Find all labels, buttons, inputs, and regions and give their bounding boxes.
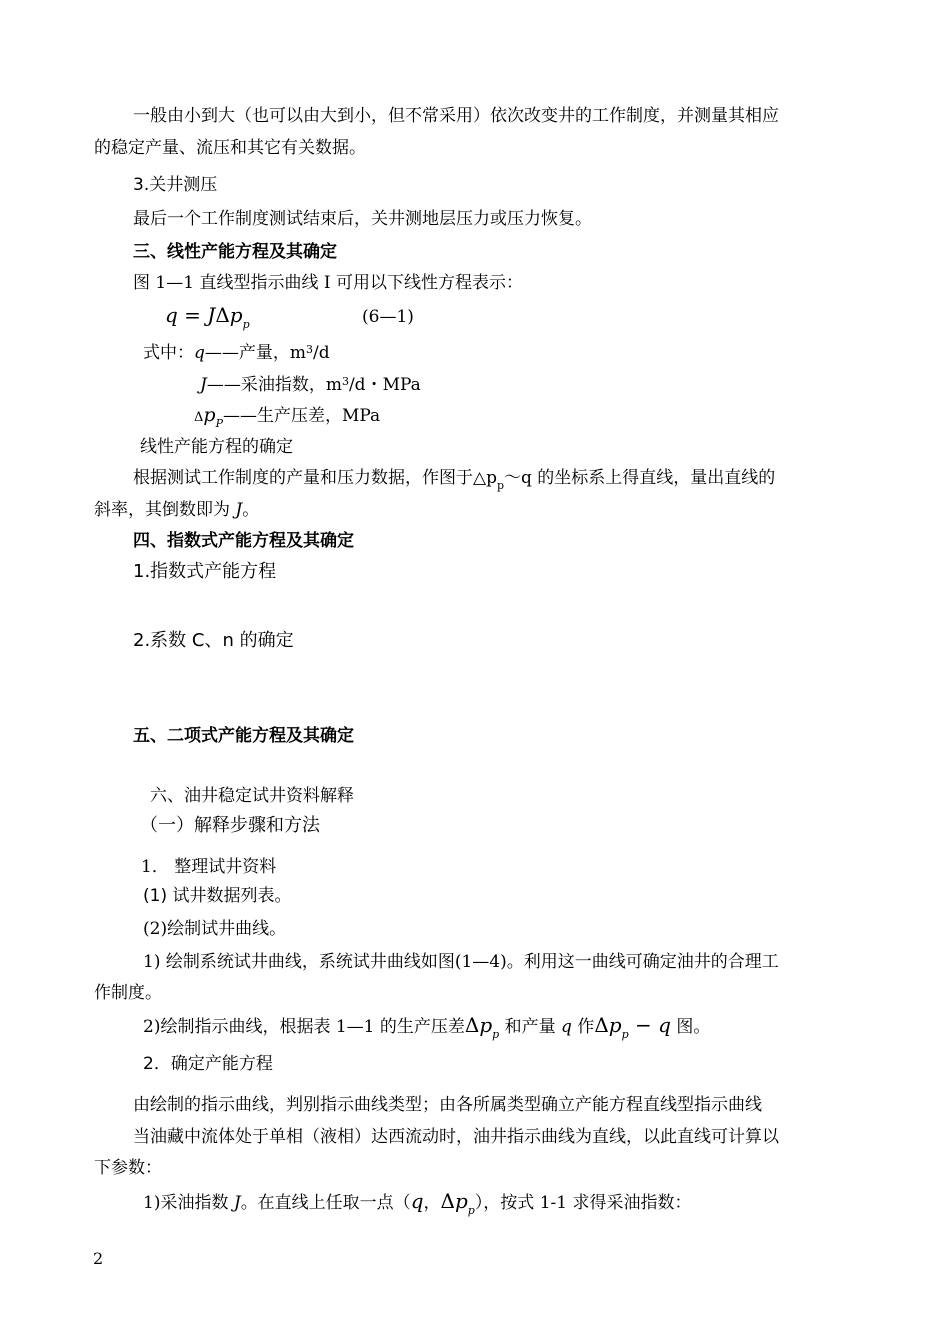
para-8-text-2: 。在直线上任取一点（ (240, 1193, 411, 1213)
para-8-text-3: ），按式 1-1 求得采油指数： (474, 1193, 692, 1213)
eq-var-q: q (165, 303, 178, 327)
eq-delta: Δ (215, 303, 230, 327)
where-line-q (143, 343, 330, 365)
where-line-j (200, 375, 421, 397)
heading-shut-in-test: 3.关井测压 (133, 175, 218, 195)
eq-sub-p: p (242, 318, 250, 331)
item-1-2-2 (143, 1015, 710, 1039)
para-5-text-b: ～q 的坐标系上得直线，量出直线的 (504, 468, 776, 488)
item-1-2-1-line-2: 作制度。 (94, 983, 162, 1003)
para-5-sub: p (496, 479, 505, 492)
eq-var-p: p (229, 303, 243, 327)
para-8-text-1: 1)采油指数 (143, 1193, 234, 1213)
item-1: 1． 整理试井资料 (141, 857, 277, 877)
where-q-unit: /d (313, 343, 330, 363)
para-7-line-1: 当油藏中流体处于单相（液相）达西流动时，油井指示曲线为直线，以此直线可计算以 (133, 1127, 779, 1147)
para-5-var-j: J (235, 500, 243, 520)
section-4-2-heading: 2.系数 C、n 的确定 (133, 630, 294, 651)
item-1-2-2-sub-2: p (621, 1028, 629, 1041)
item-1-2-1-line-1: 1) 绘制系统试井曲线，系统试井曲线如图(1—4)。利用这一曲线可确定油井的合理工 (143, 952, 779, 972)
para-6: 由绘制的指示曲线，判别指示曲线类型；由各所属类型确立产能方程直线型指示曲线 (133, 1095, 762, 1115)
item-1-2-2-text-5: 图。 (670, 1017, 711, 1037)
equation-6-1 (165, 305, 250, 329)
section-5-heading: 五、二项式产能方程及其确定 (133, 726, 354, 746)
item-1-2-2-sub-1: p (492, 1028, 500, 1041)
item-1-2-2-var-q2: q (658, 1013, 671, 1037)
para-3: 图 1—1 直线型指示曲线 I 可用以下线性方程表示： (133, 273, 523, 293)
item-1-2-2-text-1: 2)绘制指示曲线，根据表 1—1 的生产压差 (143, 1017, 465, 1037)
para-2: 最后一个工作制度测试结束后，关井测地层压力或压力恢复。 (133, 209, 592, 229)
section-4-heading: 四、指数式产能方程及其确定 (133, 531, 354, 551)
where-j-unit: /d・MPa (348, 375, 421, 395)
para-4: 线性产能方程的确定 (140, 437, 293, 457)
where-j-sup: 3 (341, 375, 349, 388)
para-8-var-p: p (454, 1189, 468, 1213)
para-8-var-q: q (410, 1189, 424, 1213)
para-8-comma: ， (423, 1193, 441, 1213)
where-var-j: J (200, 375, 207, 395)
para-5-line-2 (94, 500, 259, 520)
where-q-text: ——产量，m (204, 343, 307, 363)
where-delta: Δ (194, 410, 204, 425)
section-6-heading: 六、油井稳定试井资料解释 (150, 786, 354, 806)
para-8-var-j: J (233, 1193, 241, 1213)
page-number: 2 (93, 1249, 104, 1268)
para-5-period: 。 (242, 500, 260, 520)
para-5-line-1 (133, 468, 775, 490)
para-8-sub-p: p (467, 1204, 475, 1217)
item-1-1-text: 试井数据列表。 (167, 886, 292, 906)
item-1-2-2-text-3: 作 (571, 1017, 595, 1037)
section-4-1-heading: 1.指数式产能方程 (133, 561, 277, 582)
para-7-line-2: 下参数： (94, 1158, 162, 1178)
section-3-heading: 三、线性产能方程及其确定 (133, 242, 337, 262)
item-1-2-2-delta-1: Δ (464, 1013, 480, 1037)
item-1-2-2-text-2: 和产量 (504, 1017, 562, 1037)
item-1-2-2-delta-2: Δ (594, 1013, 609, 1037)
where-prefix: 式中： (143, 343, 194, 363)
where-sub-p: P (215, 417, 223, 430)
para-1-line-1: 一般由小到大（也可以由大到小，但不常采用）依次改变井的工作制度，并测量其相应 (133, 106, 779, 126)
where-var-q: q (194, 343, 205, 363)
para-5-text-a: 根据测试工作制度的产量和压力数据，作图于△p (133, 468, 497, 488)
item-1-1-number: (1) (143, 886, 168, 906)
para-8 (143, 1191, 692, 1215)
para-5-line2-text: 斜率，其倒数即为 (94, 500, 236, 520)
item-1-2-2-var-p2: p (608, 1013, 622, 1037)
section-6-1-heading: （一）解释步骤和方法 (140, 815, 320, 836)
item-1-1 (143, 886, 292, 906)
item-2-heading: 2．确定产能方程 (143, 1054, 273, 1074)
item-1-2: (2)绘制试井曲线。 (143, 919, 287, 939)
where-var-p: p (203, 404, 216, 426)
where-dp-text: ——生产压差，MPa (222, 406, 381, 426)
para-8-delta: Δ (440, 1189, 455, 1213)
equation-number: (6—1) (362, 307, 414, 327)
where-q-sup: 3 (306, 343, 314, 356)
item-1-2-2-var-q1: q (561, 1017, 572, 1037)
eq-equals-j: = J (177, 303, 216, 327)
item-1-2-2-minus: − (628, 1013, 659, 1037)
where-j-text: ——采油指数，m (206, 375, 342, 395)
para-1-line-2: 的稳定产量、流压和其它有关数据。 (94, 138, 366, 158)
where-line-dp (194, 405, 380, 428)
item-1-2-2-var-p1: p (479, 1013, 493, 1037)
